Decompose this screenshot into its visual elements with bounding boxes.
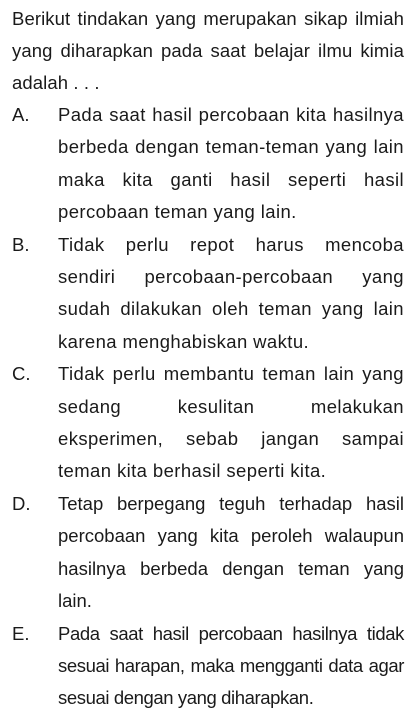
option-b-letter: B. <box>12 233 30 255</box>
option-c[interactable] <box>12 358 404 488</box>
option-d[interactable] <box>12 488 404 618</box>
answer-options <box>12 99 404 715</box>
option-a-letter: A. <box>12 104 30 125</box>
option-b[interactable] <box>12 229 404 359</box>
option-c-letter: C. <box>12 363 31 385</box>
option-d-letter: D. <box>12 492 31 514</box>
option-c-text: Tidak perlu membantu teman lain yang sedang kesulitan melakukan eksperimen, sebab jangan sampai teman kita berhasil seperti kita. <box>58 363 404 482</box>
question-stem: Berikut tindakan yang merupakan sikap ilmiah yang diharapkan pada saat belajar ilmu kimia adalah . . . <box>12 8 404 93</box>
option-b-text: Tidak perlu repot harus mencoba sendiri percobaan-percobaan yang sudah dilakukan oleh teman yang lain karena menghabiskan waktu. <box>58 233 404 352</box>
option-e[interactable] <box>12 618 404 715</box>
option-d-text: Tetap berpegang teguh terhadap hasil percobaan yang kita peroleh walaupun hasilnya berbeda dengan teman yang lain. <box>58 492 404 612</box>
option-a-text: Pada saat hasil percobaan kita hasilnya berbeda dengan teman-teman yang lain maka kita ganti hasil seperti hasil percobaan teman yang lain. <box>58 104 404 223</box>
option-a[interactable] <box>12 99 404 229</box>
option-e-letter: E. <box>12 622 30 644</box>
option-e-text: Pada saat hasil percobaan hasilnya tidak sesuai harapan, maka mengganti data agar sesuai dengan yang diharapkan. <box>58 622 404 709</box>
